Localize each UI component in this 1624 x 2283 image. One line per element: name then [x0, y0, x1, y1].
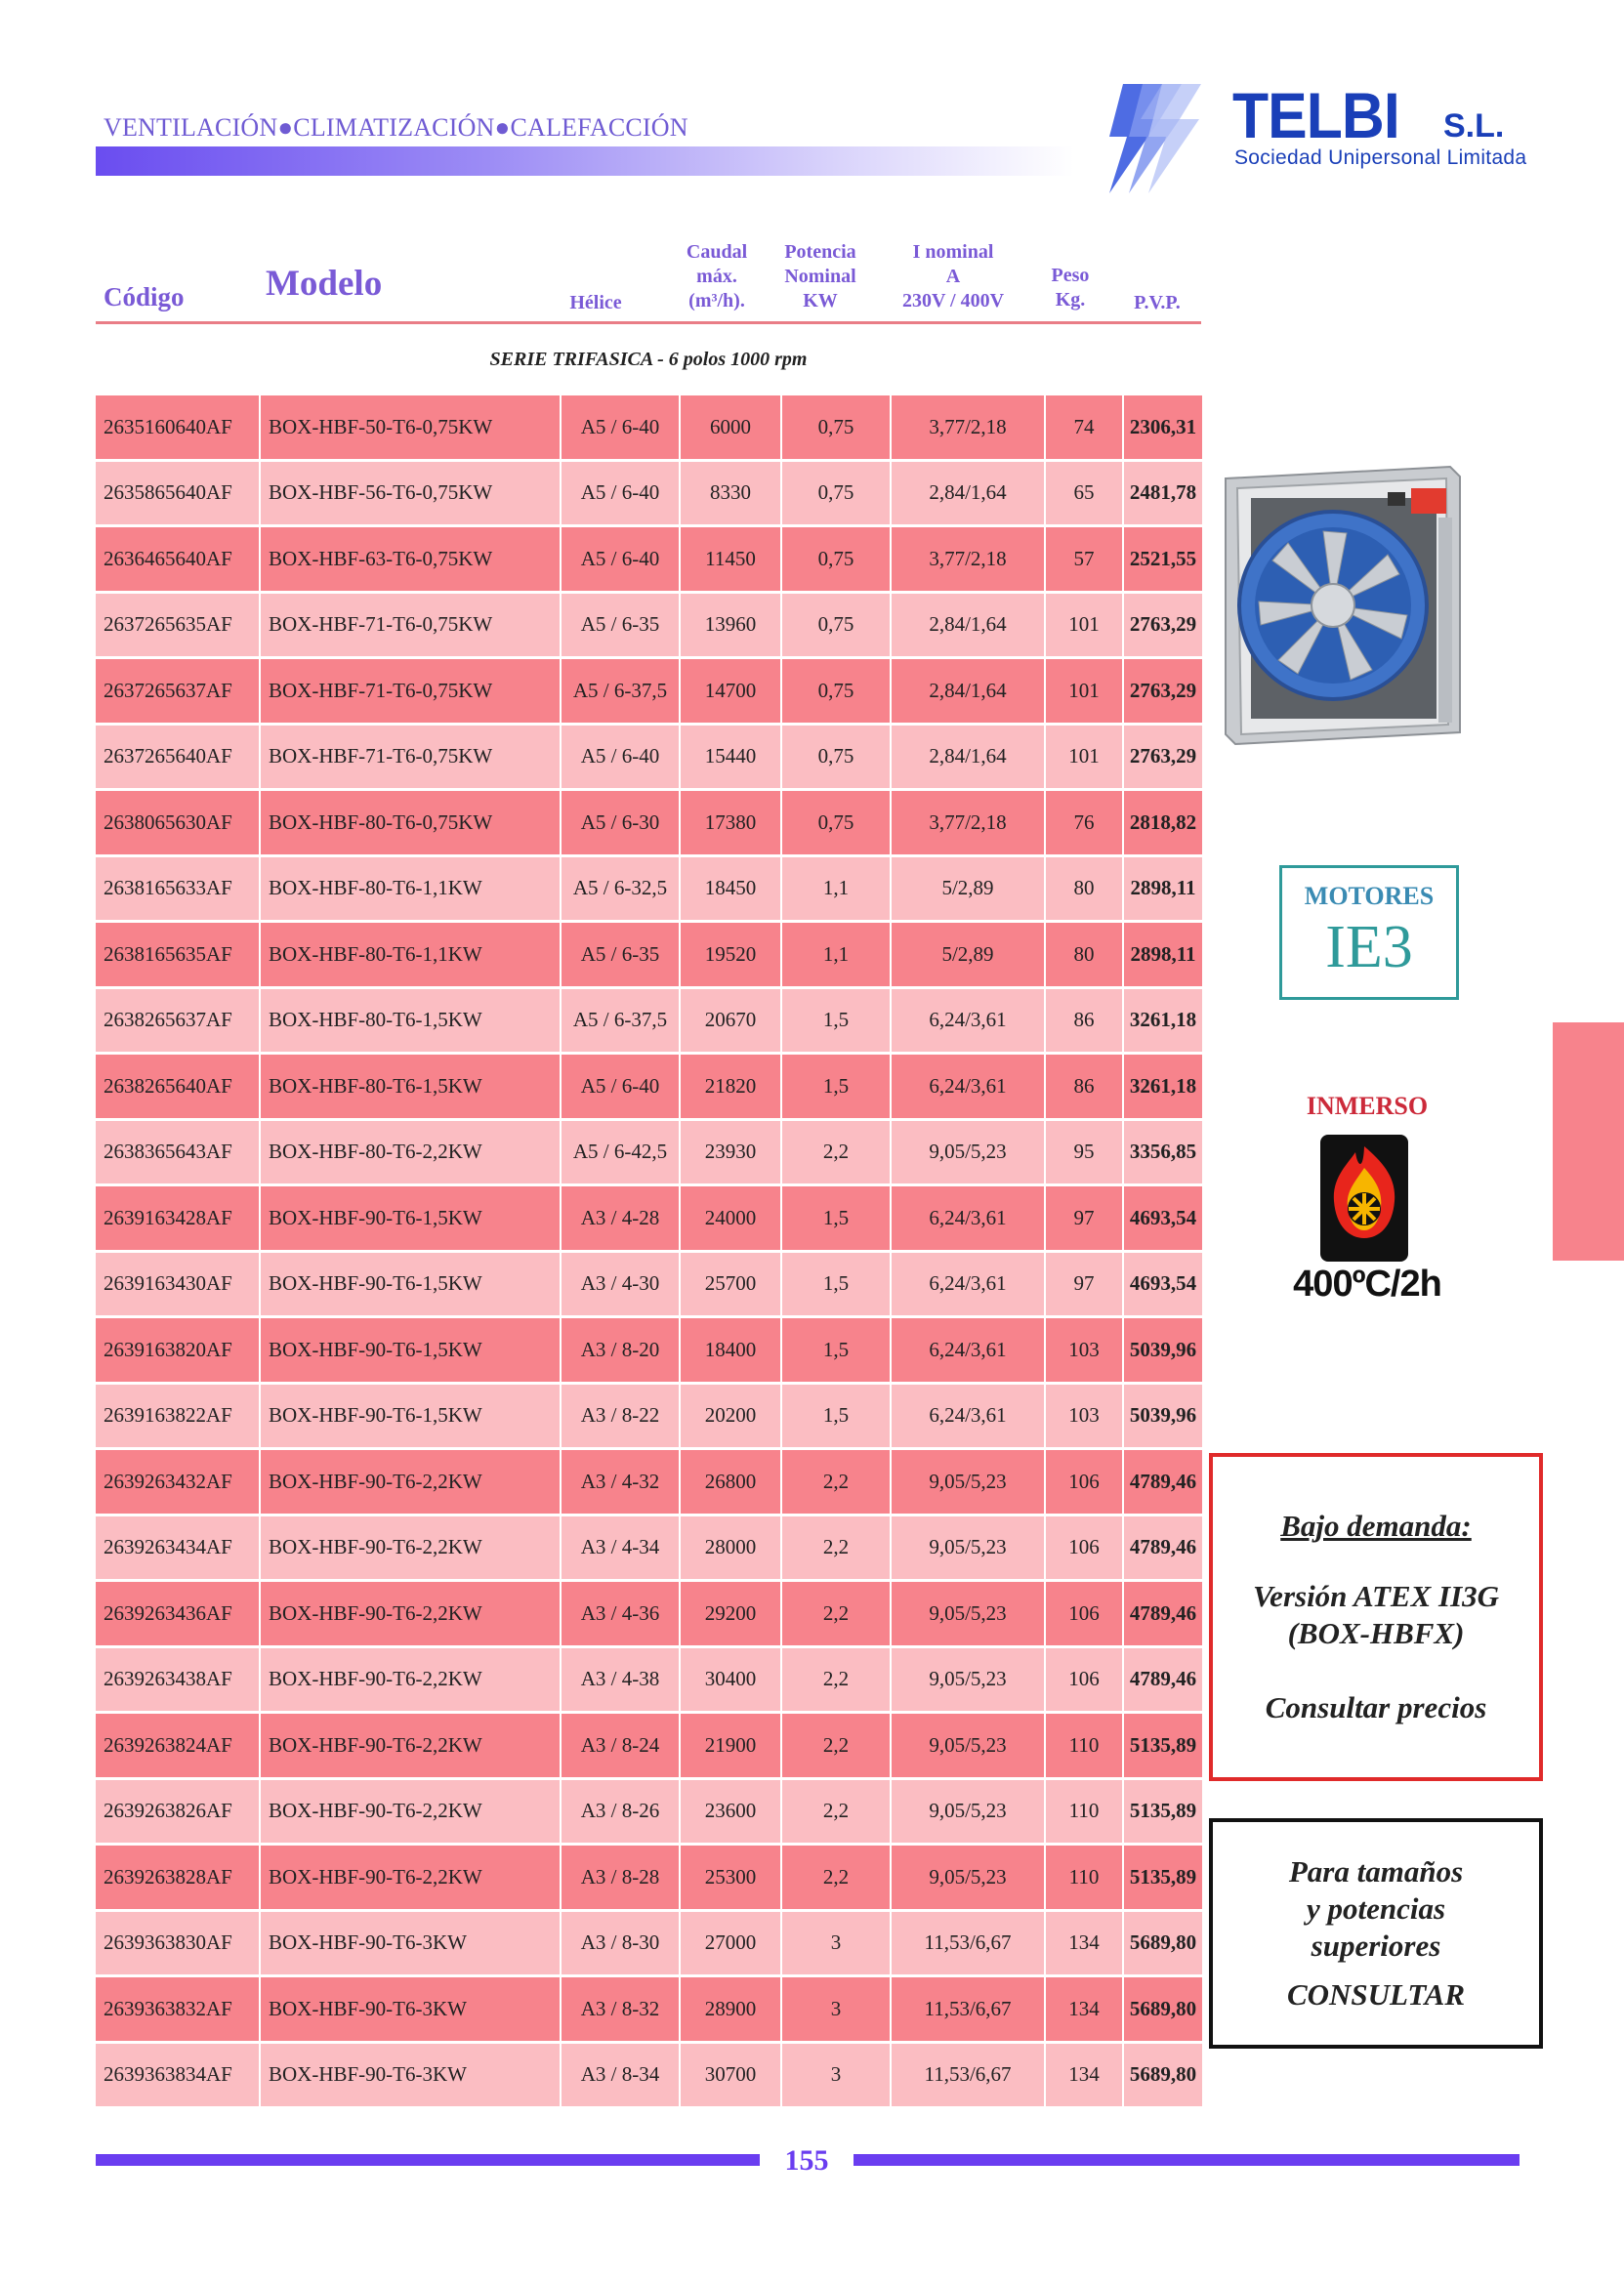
cell-pvp: 4789,46 [1123, 1515, 1203, 1581]
cell-potencia: 1,5 [781, 1251, 891, 1317]
ie3-value: IE3 [1325, 914, 1413, 980]
cell-codigo: 2638365643AF [96, 1119, 260, 1185]
cell-potencia: 2,2 [781, 1778, 891, 1845]
cell-helice: A3 / 4-36 [561, 1581, 680, 1647]
cell-codigo: 2639363830AF [96, 1910, 260, 1976]
cell-caudal: 15440 [680, 724, 781, 790]
cell-helice: A5 / 6-32,5 [561, 855, 680, 922]
cell-codigo: 2638265640AF [96, 1054, 260, 1120]
cell-i-nominal: 11,53/6,67 [891, 1910, 1045, 1976]
cell-codigo: 2639263436AF [96, 1581, 260, 1647]
cell-potencia: 2,2 [781, 1845, 891, 1911]
cell-caudal: 20670 [680, 987, 781, 1054]
cell-pvp: 5135,89 [1123, 1845, 1203, 1911]
cell-i-nominal: 2,84/1,64 [891, 658, 1045, 725]
cell-potencia: 1,5 [781, 1054, 891, 1120]
ie3-motor-badge [1279, 865, 1459, 1000]
cell-pvp: 5689,80 [1123, 1976, 1203, 2043]
cell-codigo: 2639263828AF [96, 1845, 260, 1911]
cell-peso: 134 [1045, 1976, 1123, 2043]
brand-name: TELBI [1232, 79, 1399, 151]
cell-potencia: 0,75 [781, 526, 891, 593]
cell-codigo: 2639263432AF [96, 1449, 260, 1515]
cell-helice: A5 / 6-40 [561, 395, 680, 460]
cell-peso: 110 [1045, 1713, 1123, 1779]
cell-i-nominal: 9,05/5,23 [891, 1515, 1045, 1581]
cell-caudal: 23930 [680, 1119, 781, 1185]
cell-peso: 106 [1045, 1515, 1123, 1581]
cell-pvp: 2306,31 [1123, 395, 1203, 460]
cell-peso: 86 [1045, 987, 1123, 1054]
cell-peso: 74 [1045, 395, 1123, 460]
cell-codigo: 2639363832AF [96, 1976, 260, 2043]
cell-potencia: 0,75 [781, 790, 891, 856]
cell-caudal: 17380 [680, 790, 781, 856]
cell-helice: A3 / 4-30 [561, 1251, 680, 1317]
cell-potencia: 1,5 [781, 1317, 891, 1384]
cell-codigo: 2639263438AF [96, 1646, 260, 1713]
cell-i-nominal: 3,77/2,18 [891, 790, 1045, 856]
cell-helice: A3 / 4-38 [561, 1646, 680, 1713]
cell-helice: A3 / 8-22 [561, 1383, 680, 1449]
cell-peso: 97 [1045, 1185, 1123, 1252]
cell-peso: 134 [1045, 2042, 1123, 2108]
cell-pvp: 2481,78 [1123, 460, 1203, 526]
inmerso-label: INMERSO [1306, 1092, 1429, 1120]
inominal-line-1: I nominal [912, 241, 994, 263]
table-row [96, 790, 1203, 856]
consult-notice-box [1209, 1818, 1543, 2049]
inominal-line-3: 230V / 400V [901, 290, 1005, 311]
cell-modelo: BOX-HBF-90-T6-2,2KW [260, 1449, 561, 1515]
cell-helice: A5 / 6-40 [561, 724, 680, 790]
cell-i-nominal: 6,24/3,61 [891, 1317, 1045, 1384]
page-number: 155 [784, 2144, 829, 2177]
cell-helice: A5 / 6-40 [561, 526, 680, 593]
cell-codigo: 2639163428AF [96, 1185, 260, 1252]
cell-i-nominal: 3,77/2,18 [891, 526, 1045, 593]
cell-modelo: BOX-HBF-90-T6-2,2KW [260, 1845, 561, 1911]
cell-i-nominal: 9,05/5,23 [891, 1581, 1045, 1647]
cell-helice: A3 / 8-24 [561, 1713, 680, 1779]
cell-caudal: 26800 [680, 1449, 781, 1515]
cell-codigo: 2637265637AF [96, 658, 260, 725]
cell-pvp: 4693,54 [1123, 1251, 1203, 1317]
box-fan-product-image [1216, 459, 1470, 752]
header-divider [96, 321, 1201, 324]
cell-modelo: BOX-HBF-80-T6-0,75KW [260, 790, 561, 856]
cell-pvp: 3356,85 [1123, 1119, 1203, 1185]
cell-potencia: 0,75 [781, 395, 891, 460]
cell-caudal: 28000 [680, 1515, 781, 1581]
cell-helice: A5 / 6-42,5 [561, 1119, 680, 1185]
cell-i-nominal: 9,05/5,23 [891, 1713, 1045, 1779]
cell-modelo: BOX-HBF-80-T6-1,1KW [260, 922, 561, 988]
cell-pvp: 2763,29 [1123, 724, 1203, 790]
product-table [96, 395, 1204, 2109]
cell-caudal: 6000 [680, 395, 781, 460]
cell-pvp: 4789,46 [1123, 1449, 1203, 1515]
cell-peso: 65 [1045, 460, 1123, 526]
cell-peso: 80 [1045, 922, 1123, 988]
cell-potencia: 2,2 [781, 1713, 891, 1779]
table-row [96, 1383, 1203, 1449]
cell-caudal: 8330 [680, 460, 781, 526]
cell-codigo: 2636465640AF [96, 526, 260, 593]
cell-helice: A3 / 8-26 [561, 1778, 680, 1845]
cell-caudal: 18400 [680, 1317, 781, 1384]
cell-modelo: BOX-HBF-80-T6-1,5KW [260, 987, 561, 1054]
cell-codigo: 2638065630AF [96, 790, 260, 856]
cell-peso: 97 [1045, 1251, 1123, 1317]
cell-modelo: BOX-HBF-90-T6-1,5KW [260, 1383, 561, 1449]
table-row [96, 1845, 1203, 1911]
cell-i-nominal: 3,77/2,18 [891, 395, 1045, 460]
table-row [96, 1251, 1203, 1317]
cell-pvp: 2763,29 [1123, 658, 1203, 725]
column-header-peso [1033, 264, 1107, 312]
cell-i-nominal: 5/2,89 [891, 855, 1045, 922]
cell-helice: A5 / 6-40 [561, 1054, 680, 1120]
cell-modelo: BOX-HBF-90-T6-2,2KW [260, 1713, 561, 1779]
table-row [96, 1910, 1203, 1976]
cell-caudal: 25300 [680, 1845, 781, 1911]
cell-modelo: BOX-HBF-90-T6-2,2KW [260, 1515, 561, 1581]
potencia-line-2: Nominal [784, 266, 856, 287]
cell-helice: A5 / 6-30 [561, 790, 680, 856]
cell-codigo: 2635865640AF [96, 460, 260, 526]
cell-potencia: 2,2 [781, 1646, 891, 1713]
cell-pvp: 3261,18 [1123, 1054, 1203, 1120]
table-row [96, 987, 1203, 1054]
cell-potencia: 1,5 [781, 1383, 891, 1449]
cell-modelo: BOX-HBF-90-T6-2,2KW [260, 1778, 561, 1845]
header-gradient-bar [96, 146, 1074, 176]
cell-potencia: 1,1 [781, 922, 891, 988]
cell-pvp: 4789,46 [1123, 1646, 1203, 1713]
table-row [96, 592, 1203, 658]
cell-codigo: 2638265637AF [96, 987, 260, 1054]
cell-peso: 110 [1045, 1845, 1123, 1911]
cell-caudal: 25700 [680, 1251, 781, 1317]
cell-caudal: 20200 [680, 1383, 781, 1449]
cell-peso: 80 [1045, 855, 1123, 922]
cell-caudal: 21900 [680, 1713, 781, 1779]
cell-pvp: 2818,82 [1123, 790, 1203, 856]
cell-peso: 76 [1045, 790, 1123, 856]
cell-potencia: 2,2 [781, 1449, 891, 1515]
cell-helice: A3 / 8-34 [561, 2042, 680, 2108]
cell-peso: 106 [1045, 1646, 1123, 1713]
cell-caudal: 29200 [680, 1581, 781, 1647]
brand-suffix: S.L. [1443, 107, 1505, 145]
cell-modelo: BOX-HBF-90-T6-3KW [260, 1976, 561, 2043]
atex-line-1: Versión ATEX II3G [1252, 1579, 1500, 1613]
table-row [96, 1976, 1203, 2043]
cell-codigo: 2639163820AF [96, 1317, 260, 1384]
cell-pvp: 2898,11 [1123, 922, 1203, 988]
cell-peso: 106 [1045, 1449, 1123, 1515]
cell-codigo: 2639163430AF [96, 1251, 260, 1317]
cell-i-nominal: 9,05/5,23 [891, 1778, 1045, 1845]
cell-codigo: 2637265640AF [96, 724, 260, 790]
cell-caudal: 11450 [680, 526, 781, 593]
cell-modelo: BOX-HBF-71-T6-0,75KW [260, 592, 561, 658]
caudal-line-2: máx. [696, 266, 737, 287]
inominal-line-2: A [945, 266, 961, 287]
cell-modelo: BOX-HBF-63-T6-0,75KW [260, 526, 561, 593]
cell-caudal: 18450 [680, 855, 781, 922]
cell-modelo: BOX-HBF-56-T6-0,75KW [260, 460, 561, 526]
cell-codigo: 2639163822AF [96, 1383, 260, 1449]
cell-peso: 101 [1045, 724, 1123, 790]
cell-caudal: 21820 [680, 1054, 781, 1120]
cell-i-nominal: 5/2,89 [891, 922, 1045, 988]
cell-peso: 101 [1045, 658, 1123, 725]
brand-subtitle: Sociedad Unipersonal Limitada [1234, 146, 1527, 169]
cell-pvp: 5689,80 [1123, 2042, 1203, 2108]
cell-helice: A5 / 6-37,5 [561, 658, 680, 725]
table-row [96, 526, 1203, 593]
cell-peso: 95 [1045, 1119, 1123, 1185]
cell-codigo: 2639263434AF [96, 1515, 260, 1581]
cell-potencia: 1,5 [781, 1185, 891, 1252]
cell-helice: A3 / 8-30 [561, 1910, 680, 1976]
cell-helice: A3 / 4-28 [561, 1185, 680, 1252]
cell-modelo: BOX-HBF-80-T6-2,2KW [260, 1119, 561, 1185]
cell-modelo: BOX-HBF-90-T6-1,5KW [260, 1317, 561, 1384]
table-row [96, 855, 1203, 922]
cell-peso: 106 [1045, 1581, 1123, 1647]
cell-potencia: 3 [781, 1976, 891, 2043]
consult-line-2: y potencias [1306, 1891, 1446, 1926]
cell-potencia: 0,75 [781, 460, 891, 526]
cell-helice: A5 / 6-35 [561, 922, 680, 988]
cell-caudal: 27000 [680, 1910, 781, 1976]
cell-potencia: 2,2 [781, 1581, 891, 1647]
series-title: SERIE TRIFASICA - 6 polos 1000 rpm [489, 349, 808, 370]
cell-potencia: 3 [781, 2042, 891, 2108]
column-header-i-nominal [879, 240, 1027, 313]
cell-i-nominal: 9,05/5,23 [891, 1449, 1045, 1515]
footer-bar-left [96, 2154, 760, 2166]
table-row [96, 922, 1203, 988]
cell-codigo: 2638165633AF [96, 855, 260, 922]
cell-codigo: 2637265635AF [96, 592, 260, 658]
column-header-codigo: Código [104, 282, 185, 311]
atex-notice-box [1209, 1453, 1543, 1781]
cell-pvp: 2898,11 [1123, 855, 1203, 922]
cell-modelo: BOX-HBF-90-T6-1,5KW [260, 1185, 561, 1252]
cell-i-nominal: 6,24/3,61 [891, 987, 1045, 1054]
cell-helice: A3 / 4-32 [561, 1449, 680, 1515]
cell-i-nominal: 2,84/1,64 [891, 592, 1045, 658]
cell-pvp: 2763,29 [1123, 592, 1203, 658]
cell-caudal: 28900 [680, 1976, 781, 2043]
cell-caudal: 24000 [680, 1185, 781, 1252]
table-row [96, 1713, 1203, 1779]
cell-modelo: BOX-HBF-80-T6-1,1KW [260, 855, 561, 922]
cell-potencia: 3 [781, 1910, 891, 1976]
table-row [96, 2042, 1203, 2108]
cell-potencia: 1,5 [781, 987, 891, 1054]
cell-codigo: 2639263824AF [96, 1713, 260, 1779]
potencia-line-1: Potencia [784, 241, 856, 263]
table-row [96, 1119, 1203, 1185]
table-row [96, 1317, 1203, 1384]
ie3-label: MOTORES [1304, 882, 1435, 910]
cell-caudal: 23600 [680, 1778, 781, 1845]
cell-i-nominal: 6,24/3,61 [891, 1251, 1045, 1317]
cell-peso: 57 [1045, 526, 1123, 593]
cell-peso: 103 [1045, 1383, 1123, 1449]
atex-line-2: (BOX-HBFX) [1287, 1616, 1465, 1650]
cell-pvp: 5135,89 [1123, 1778, 1203, 1845]
footer-bar-right [854, 2154, 1520, 2166]
peso-line-2: Kg. [1055, 289, 1086, 311]
table-row [96, 1515, 1203, 1581]
cell-helice: A3 / 4-34 [561, 1515, 680, 1581]
cell-peso: 134 [1045, 1910, 1123, 1976]
cell-peso: 103 [1045, 1317, 1123, 1384]
cell-i-nominal: 9,05/5,23 [891, 1119, 1045, 1185]
cell-peso: 86 [1045, 1054, 1123, 1120]
fire-rating-text: 400ºC/2h [1293, 1264, 1441, 1305]
cell-helice: A5 / 6-35 [561, 592, 680, 658]
column-header-caudal [668, 240, 766, 313]
table-row [96, 460, 1203, 526]
table-row [96, 724, 1203, 790]
column-header-helice: Hélice [569, 292, 622, 313]
cell-modelo: BOX-HBF-80-T6-1,5KW [260, 1054, 561, 1120]
cell-peso: 110 [1045, 1778, 1123, 1845]
cell-pvp: 4789,46 [1123, 1581, 1203, 1647]
cell-caudal: 30400 [680, 1646, 781, 1713]
table-row [96, 1778, 1203, 1845]
table-row [96, 395, 1203, 460]
cell-caudal: 30700 [680, 2042, 781, 2108]
cell-modelo: BOX-HBF-50-T6-0,75KW [260, 395, 561, 460]
cell-potencia: 0,75 [781, 658, 891, 725]
caudal-line-3: (m³/h). [688, 290, 745, 311]
consult-line-3: superiores [1311, 1929, 1441, 1963]
column-header-pvp: P.V.P. [1134, 292, 1181, 313]
cell-i-nominal: 6,24/3,61 [891, 1185, 1045, 1252]
header-tagline: VENTILACIÓN●CLIMATIZACIÓN●CALEFACCIÓN [104, 113, 688, 142]
cell-modelo: BOX-HBF-71-T6-0,75KW [260, 658, 561, 725]
cell-pvp: 5039,96 [1123, 1317, 1203, 1384]
cell-i-nominal: 9,05/5,23 [891, 1845, 1045, 1911]
cell-potencia: 0,75 [781, 724, 891, 790]
cell-potencia: 2,2 [781, 1119, 891, 1185]
cell-pvp: 2521,55 [1123, 526, 1203, 593]
table-row [96, 1449, 1203, 1515]
table-row [96, 658, 1203, 725]
cell-modelo: BOX-HBF-90-T6-3KW [260, 1910, 561, 1976]
cell-helice: A3 / 8-20 [561, 1317, 680, 1384]
cell-modelo: BOX-HBF-90-T6-2,2KW [260, 1646, 561, 1713]
cell-i-nominal: 2,84/1,64 [891, 460, 1045, 526]
consult-line-4: CONSULTAR [1286, 1977, 1466, 2012]
table-row [96, 1185, 1203, 1252]
atex-line-3: Consultar precios [1265, 1690, 1487, 1724]
cell-pvp: 5039,96 [1123, 1383, 1203, 1449]
column-header-potencia [771, 240, 869, 313]
cell-i-nominal: 11,53/6,67 [891, 2042, 1045, 2108]
cell-caudal: 13960 [680, 592, 781, 658]
column-header-modelo: Modelo [266, 264, 383, 304]
side-color-tab [1553, 1022, 1624, 1261]
cell-codigo: 2639363834AF [96, 2042, 260, 2108]
table-row [96, 1054, 1203, 1120]
consult-line-1: Para tamaños [1288, 1854, 1464, 1889]
cell-i-nominal: 2,84/1,64 [891, 724, 1045, 790]
caudal-line-1: Caudal [686, 241, 748, 263]
cell-pvp: 4693,54 [1123, 1185, 1203, 1252]
cell-peso: 101 [1045, 592, 1123, 658]
cell-codigo: 2639263826AF [96, 1778, 260, 1845]
cell-helice: A3 / 8-28 [561, 1845, 680, 1911]
cell-helice: A5 / 6-40 [561, 460, 680, 526]
cell-pvp: 5135,89 [1123, 1713, 1203, 1779]
cell-pvp: 5689,80 [1123, 1910, 1203, 1976]
cell-caudal: 19520 [680, 922, 781, 988]
cell-modelo: BOX-HBF-71-T6-0,75KW [260, 724, 561, 790]
cell-i-nominal: 6,24/3,61 [891, 1054, 1045, 1120]
cell-codigo: 2638165635AF [96, 922, 260, 988]
cell-caudal: 14700 [680, 658, 781, 725]
cell-potencia: 1,1 [781, 855, 891, 922]
cell-i-nominal: 11,53/6,67 [891, 1976, 1045, 2043]
fire-rated-fan-icon [1318, 1133, 1410, 1264]
cell-codigo: 2635160640AF [96, 395, 260, 460]
table-row [96, 1646, 1203, 1713]
cell-i-nominal: 6,24/3,61 [891, 1383, 1045, 1449]
atex-title: Bajo demanda: [1280, 1509, 1472, 1543]
table-row [96, 1581, 1203, 1647]
cell-helice: A5 / 6-37,5 [561, 987, 680, 1054]
cell-helice: A3 / 8-32 [561, 1976, 680, 2043]
cell-modelo: BOX-HBF-90-T6-3KW [260, 2042, 561, 2108]
cell-modelo: BOX-HBF-90-T6-2,2KW [260, 1581, 561, 1647]
cell-pvp: 3261,18 [1123, 987, 1203, 1054]
peso-line-1: Peso [1051, 265, 1090, 286]
cell-potencia: 0,75 [781, 592, 891, 658]
potencia-line-3: KW [803, 290, 838, 311]
cell-modelo: BOX-HBF-90-T6-1,5KW [260, 1251, 561, 1317]
cell-i-nominal: 9,05/5,23 [891, 1646, 1045, 1713]
cell-potencia: 2,2 [781, 1515, 891, 1581]
